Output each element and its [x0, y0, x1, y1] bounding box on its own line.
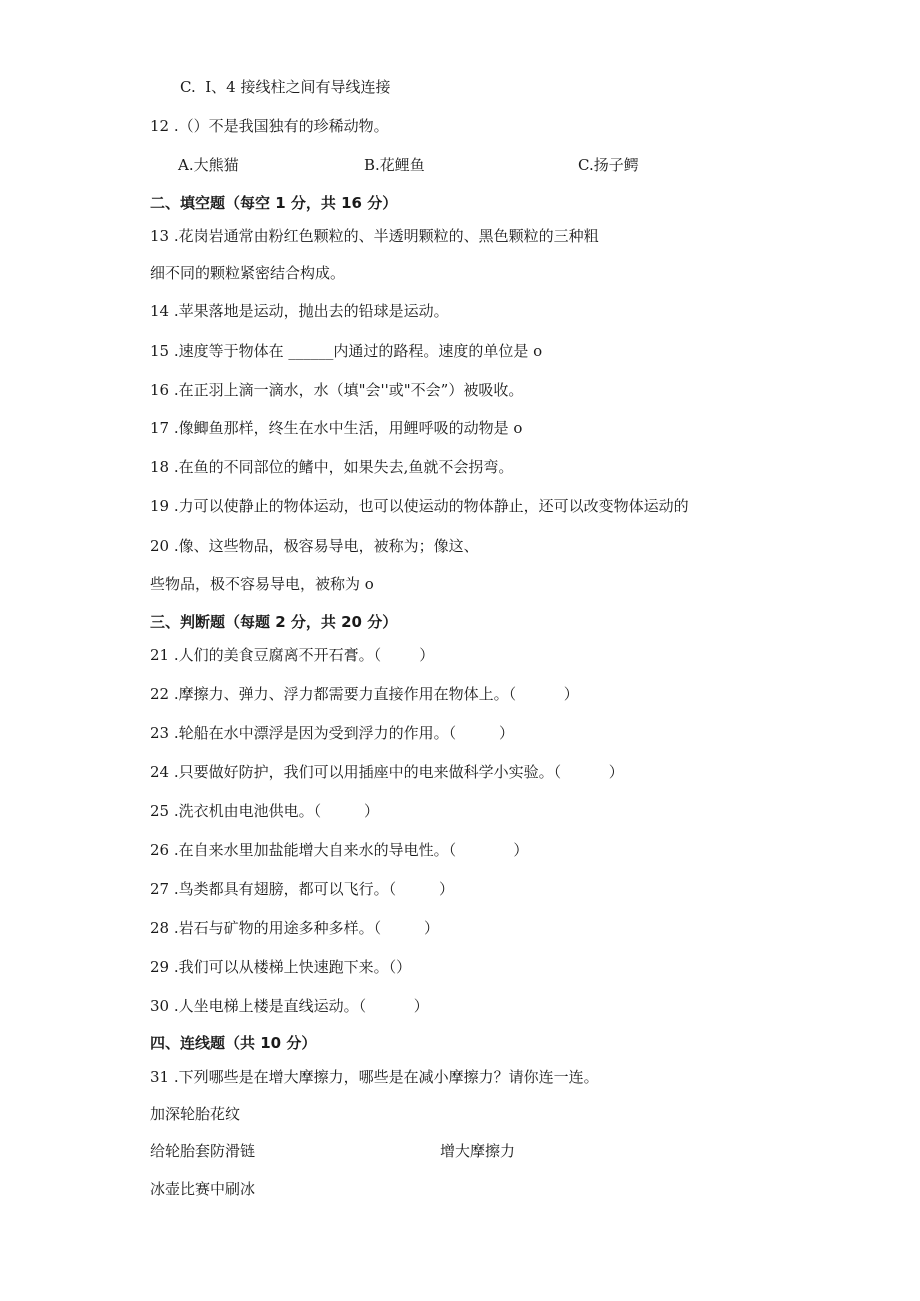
q21: 21 .人们的美食豆腐离不开石膏。（ ）: [150, 646, 435, 664]
q16: 16 .在正羽上滴一滴水，水（填"会''或"不会”）被吸收。: [150, 381, 524, 399]
q12-option-a: A.大熊猫: [178, 156, 239, 174]
q20-line2: 些物品，极不容易导电，被称为 o: [150, 575, 374, 593]
q29: 29 .我们可以从楼梯上快速跑下来。（）: [150, 958, 412, 976]
match-left-item: 给轮胎套防滑链: [150, 1142, 256, 1160]
match-right-item: 增大摩擦力: [440, 1142, 516, 1160]
q23: 23 .轮船在水中漂浮是因为受到浮力的作用。（ ）: [150, 724, 515, 742]
q11-option-c: C. I、4 接线柱之间有导线连接: [180, 78, 391, 96]
q24: 24 .只要做好防护，我们可以用插座中的电来做科学小实验。（ ）: [150, 763, 624, 781]
q13-line1: 13 .花岗岩通常由粉红色颗粒的、半透明颗粒的、黑色颗粒的三种粗: [150, 227, 599, 245]
match-left-item: 冰壶比赛中刷冰: [150, 1180, 256, 1198]
q12-option-c: C.扬子鳄: [578, 156, 639, 174]
section3-heading: 三、判断题（每题 2 分，共 20 分）: [150, 613, 398, 631]
q13-line2: 细不同的颗粒紧密结合构成。: [150, 264, 346, 282]
q20-line1: 20 .像、这些物品，极容易导电，被称为；像这、: [150, 537, 479, 555]
section4-heading: 四、连线题（共 10 分）: [150, 1034, 317, 1052]
section2-heading: 二、填空题（每空 1 分，共 16 分）: [150, 194, 398, 212]
q30: 30 .人坐电梯上楼是直线运动。（ ）: [150, 997, 429, 1015]
q26: 26 .在自来水里加盐能增大自来水的导电性。（ ）: [150, 841, 529, 859]
q14: 14 .苹果落地是运动，抛出去的铅球是运动。: [150, 302, 449, 320]
q19: 19 .力可以使静止的物体运动，也可以使运动的物体静止，还可以改变物体运动的: [150, 497, 689, 515]
q17: 17 .像鲫鱼那样，终生在水中生活，用鲤呼吸的动物是 o: [150, 419, 523, 437]
q15: 15 .速度等于物体在 ______内通过的路程。速度的单位是 o: [150, 342, 543, 360]
q12-text: 12 .（）不是我国独有的珍稀动物。: [150, 117, 389, 135]
q25: 25 .洗衣机由电池供电。（ ）: [150, 802, 380, 820]
q31: 31 .下列哪些是在增大摩擦力，哪些是在减小摩擦力？请你连一连。: [150, 1068, 599, 1086]
q12-option-b: B.花鲤鱼: [364, 156, 425, 174]
q27: 27 .鸟类都具有翅膀，都可以飞行。（ ）: [150, 880, 455, 898]
match-left-item: 加深轮胎花纹: [150, 1105, 241, 1123]
q18: 18 .在鱼的不同部位的鳍中，如果失去,鱼就不会拐弯。: [150, 458, 514, 476]
q28: 28 .岩石与矿物的用途多种多样。（ ）: [150, 919, 440, 937]
q22: 22 .摩擦力、弹力、浮力都需要力直接作用在物体上。（ ）: [150, 685, 579, 703]
